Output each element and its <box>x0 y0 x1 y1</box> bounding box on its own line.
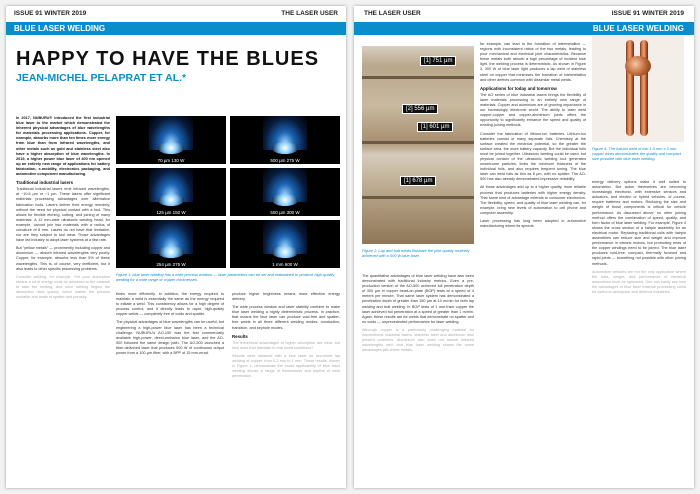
subhead-applications: Applications for today and tomorrow <box>480 85 557 91</box>
weld-photo <box>116 220 226 268</box>
body-paragraph: Consider the fabrication of lithium-ion batteries. Lithium-ion batteries consist of many separate foils. Chemistry at the surface created the electrical potential, so the greater the surface area, the more battery capacity. But the individual foils must be joined together. Ultrasonic welding could be used, but physical contact of the ultrasonic welding tool generates unwelcome particles, limits the minimum thickness of the individual foils, and also requires frequent tuning. The blue laser can weld foils as thin as 8 µm, with no spatter. The AO-500 has also already demonstrated impressive reliability. <box>480 131 586 182</box>
section-bar: BLUE LASER WELDING <box>354 22 694 35</box>
left-page <box>6 6 346 488</box>
intro-paragraph: In 2017, NUBURU® introduced the first industrial blue laser to the market which demonstrated the inherent physical advantages of blue wavelengths for materials processing applications. Copper, for example, absorbs more than ten times more energy from blue than from infrared wavelengths, and other metals such as gold and stainless steel also have a higher absorption of blue wavelengths. In 2019, a higher power blue laser of 400 nm opened up an entirely new range of applications for battery fabrication, e-mobility, electronics packaging, and automotive component manufacturing. <box>16 116 110 177</box>
header-issue: ISSUE 91 WINTER 2019 <box>14 10 87 17</box>
figure-4-caption: Figure 4: The hairpin weld of two 1.5 mm x 3 mm copper wires demonstrates the quality and compact size possible with blue laser welding. <box>592 146 681 161</box>
body-paragraph: All those advantages add up to a higher quality, more reliable process that produces batteries with higher energy density. That same kind of advantage extends to consumer electronics. The flexibility, speed, and quality of blue laser welding can, for example, bring new levels of automation to cell phone and computer assembly. <box>480 185 586 215</box>
photo-label: 500 µm 300 W <box>270 210 300 215</box>
photo-label: 500 µm 275 W <box>270 158 300 163</box>
weld-photo <box>230 168 340 216</box>
body-paragraph: The AO series of blue industrial lasers brings the flexibility of laser materials processing to an entirely new range of materials. Copper and aluminium are of growing importance in our increasingly electronic world. The ability to laser weld copper-copper and copper-aluminium joints offers the opportunity to significantly enhance the speed and quality of existing joining methods. <box>480 92 586 128</box>
right-header <box>354 6 694 22</box>
micro-label: [1] 678 µm <box>400 176 436 186</box>
body-paragraph: The physical advantages of blue wavelengths can be useful, but engineering a high-power blue laser has been a technical challenge. NUBURU's AO-150 was the first commercially available high-power, direct-emission blue laser, and the AO-500 followed the same design path. The AO-500 launched a fiber-delivered laser that produces 500 W of continuous output power from a 100-µm fiber, with a BPP of 15 mm-mrad. <box>116 320 224 356</box>
right-column-1 <box>362 274 474 484</box>
weld-photo <box>116 168 226 216</box>
weld-photo <box>230 116 340 164</box>
body-paragraph: Traditional industrial lasers emit infrared wavelengths, at ~10.6 µm or ~1 µm. These lasers offer significant materials processing advantages over alternative fabrication tools. Lasers deliver their energy remotely, without the need for physical contact with a tool. This allows for flexible etching, cutting, and joining of many materials. A 12 mm-wide ultrasonic welding head, for example, cannot join two materials with a radius of curvature of 8 mm. Lasers do not have that limitation, nor are they subject to tool wear. Those advantages have led industry to adopt laser systems at a fast rate. <box>16 187 110 243</box>
micro-label: [1] 601 µm <box>417 122 453 132</box>
body-paragraph: But "yellow metals" — prominently including copper and aluminium — absorb infrared wavelengths very poorly. Copper, for example, absorbs less than 5% of these wavelengths. This is, of course, very inefficient, but it also leads to other specific processing problems. <box>16 246 110 271</box>
section-bar: BLUE LASER WELDING <box>6 22 346 35</box>
photo-label: 1 mm 600 W <box>272 262 298 267</box>
body-paragraph: for example, can lead to the formation of intermetallics — regions with inconsistent ratios of the two metals, leading to poor mechanical and electrical joint characteristics. Because these metals both absorb a high percentage of incident blue light, the welding process is deterministic. As shown in Figure 3, 300 W of blue laser light produces a lap weld of stainless steel on copper that minimises the formation of intermetallics and other defects common with dissimilar metal welds. <box>480 42 586 82</box>
right-page <box>354 6 694 488</box>
body-paragraph: Consider welding, for example. The poor absorption means a lot of energy must be delivered to the material to start the melting, and once melting begins the absorption rises quickly, which makes the process unstable and leads to spatter and porosity. <box>16 274 110 300</box>
article-title: HAPPY TO HAVE THE BLUES <box>16 48 320 70</box>
body-paragraph: Results were obtained with a blue laser for two-sheet lap welding of copper, from 0.2 mm to 1 mm. These results, shown in Figure 1, demonstrate the broad applicability of blue laser welding across a range of thicknesses and depths of weld penetration. <box>232 353 340 379</box>
right-column-3 <box>592 180 686 484</box>
header-magazine: THE LASER USER <box>364 10 421 17</box>
subhead-traditional-lasers: Traditional industrial lasers <box>16 180 74 186</box>
body-paragraph: times more efficiently. In addition, the energy required to maintain a weld is essentially the same as the energy required to initiate a weld. This consistency allows for a high degree of process control, and it directly leads to rapid, high-quality copper welds — completely free of voids and spatter. <box>116 292 224 317</box>
body-paragraph: The quantitative advantages of blue laser welding have also been demonstrated with traditional industry metrics. Even a pre-production version of the AO-500 achieved full penetration depth of 300 µm in copper bead-on-plate (BOP) tests at a speed of 4 meters per minute. That same laser system has demonstrated a penetration depth of greater than 150 µm at 10 m/min for both lap welding and butt welding. In BOP tests of 1 mm-thick copper the laser achieved full penetration at a speed of greater than 1 m/min. Again, these results are for welds that demonstrate no spatter and no voids — unprecedented performance for laser welding. <box>362 274 474 324</box>
header-magazine: THE LASER USER <box>281 10 338 17</box>
body-paragraph: The wide process window and laser stability combine to make blue laser welding a highly deterministic process. In practice, that means the blue laser can produce void-free and spatter-free welds in all three different welding modes: conduction, transition, and keyhole modes. <box>232 305 340 330</box>
figure-2-caption: Figure 2: Lap and butt welds illustrate the joint quality routinely achieved with a 500 W blue laser. <box>362 248 470 258</box>
weld-cross-section-image <box>362 46 474 244</box>
photo-label: 254 µm 275 W <box>156 262 186 267</box>
body-paragraph: Although copper is a particularly challenging material for conventional industrial lasers, stainless steel and aluminium also present problems. Aluminium also does not absorb infrared wavelengths well, and blue laser welding shows the same advantages with these metals. <box>362 327 474 353</box>
hairpin-weld-photo <box>592 36 684 142</box>
weld-photo <box>116 116 226 164</box>
weld-photo <box>230 220 340 268</box>
article-author: JEAN-MICHEL PELAPRAT ET AL.* <box>16 72 187 84</box>
body-paragraph: energy delivery options make it well suited to automation. But autos themselves are becoming increasingly electronic, with extensive sensors and actuators, and electric or hybrid vehicles, of course, require batteries and motors. Reducing the size and weight of those components is critical for vehicle performance. As discussed above, no other joining method offers the combination of speed, quality, and form factor of blue laser welding. For example, Figure 4 shows the cross section of a hairpin assembly for an electrical motor. Replacing traditional coils with hairpin assemblies can reduce size and weight and improve performance in electric motors, but protruding ends of the copper windings need to be joined. The blue laser produces void-free, compact, thermally focused and rapid joints — something not possible with other joining methods. <box>592 180 686 266</box>
photo-label: 70 µm 130 W <box>157 158 185 163</box>
subhead-results: Results <box>232 333 248 339</box>
micro-label: [2] 556 µm <box>402 104 438 114</box>
body-paragraph: Automotive vehicles are not the only application where the data, weight, and performance of electrical assemblies must be optimised. One can easily see how the advantages of blue laser material processing could be useful to aerospace and defence industries. <box>592 269 686 294</box>
header-issue: ISSUE 91 WINTER 2019 <box>611 10 684 17</box>
left-header <box>6 6 346 22</box>
photo-label: 125 µm 150 W <box>156 210 186 215</box>
body-paragraph: produce higher brightness means more effective energy delivery. <box>232 292 340 302</box>
figure-1-caption: Figure 1: blue laser welding has a wide process window — laser parameters can be set and maintained to produce high-quality welding for a wide range of copper thicknesses. <box>116 272 335 282</box>
body-paragraph: Laser processing has long been adopted in automotive manufacturing where its speeds <box>480 219 586 229</box>
left-column-3 <box>232 292 340 484</box>
left-column-1 <box>16 116 110 484</box>
body-paragraph: The theoretical advantages of higher absorption are clear, but how does that translate to real world conditions? <box>232 340 340 350</box>
micro-label: [1] 751 µm <box>420 56 456 66</box>
right-column-2 <box>480 42 586 482</box>
left-column-2 <box>116 292 224 484</box>
